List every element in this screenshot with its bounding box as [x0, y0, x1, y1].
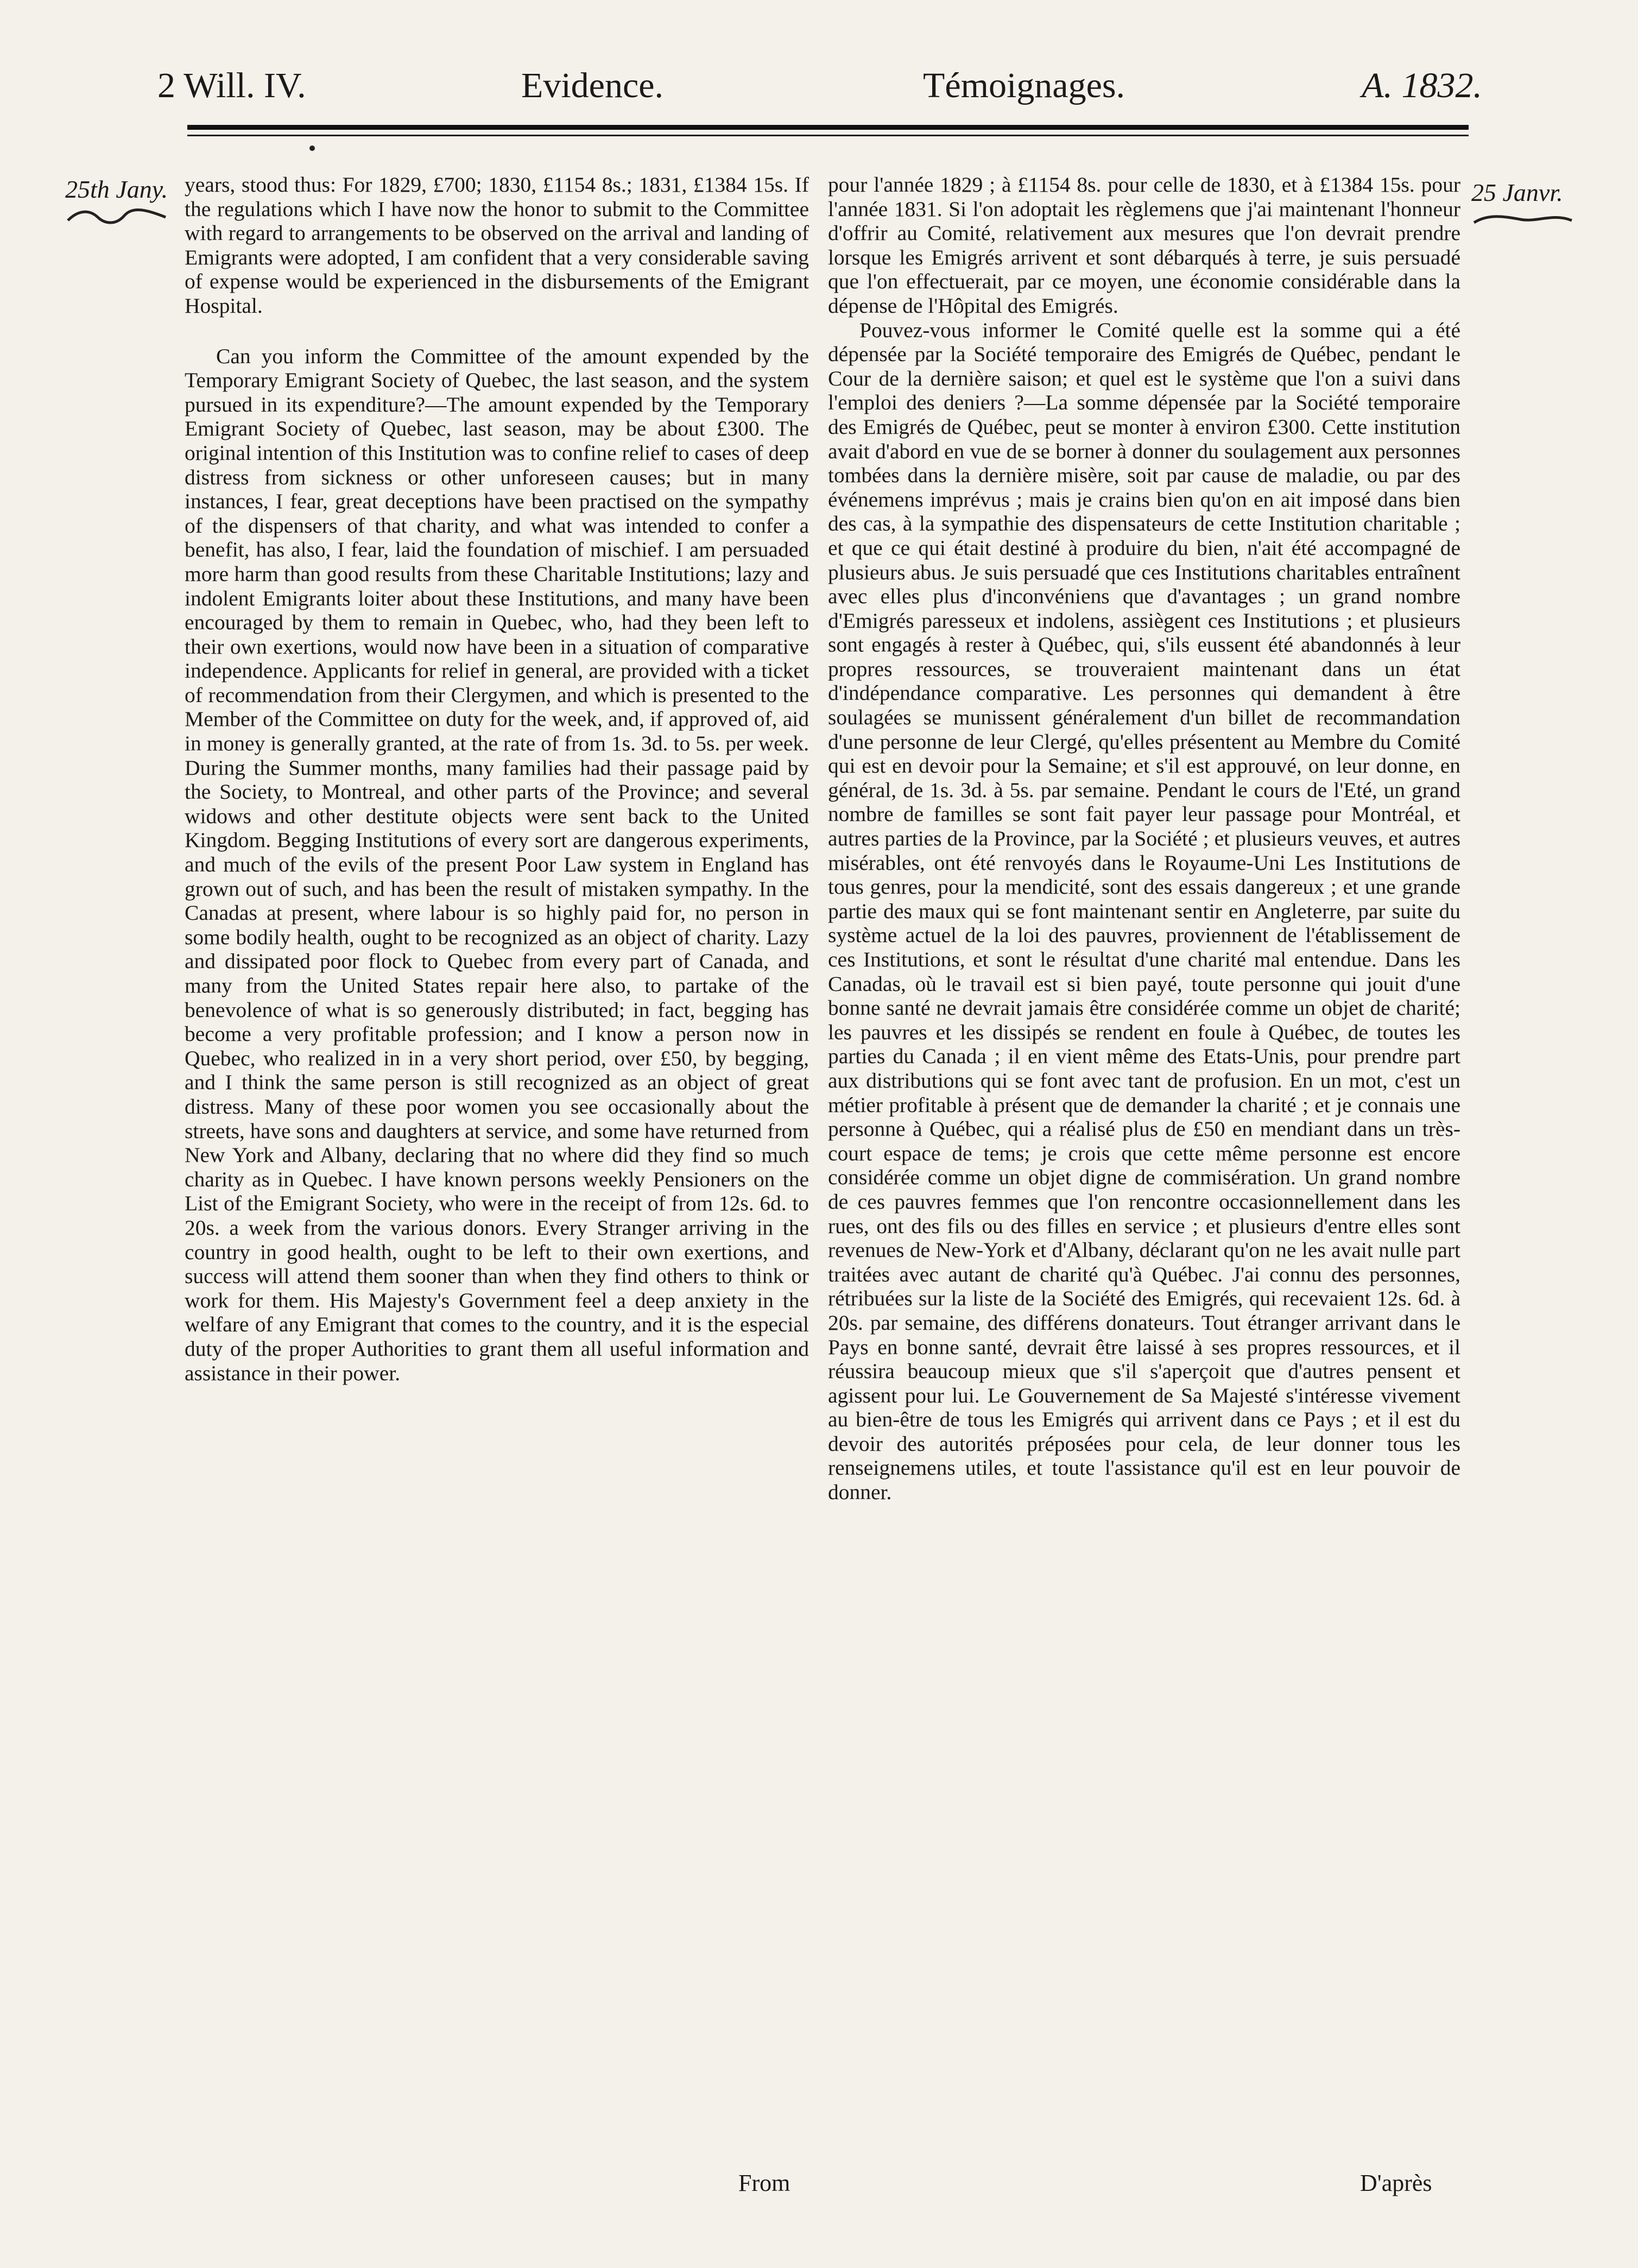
margin-date-english: 25th Jany.: [65, 175, 168, 203]
header-rule-thin: [187, 135, 1469, 136]
english-paragraph: years, stood thus: For 1829, £700; 1830, £1154 8s.; 1831, £1384 15s. If the regulations which I have now the honor to submit to the Committee with regard to arrangements to be observed on the arrival and landing of Emigrants were adopted, I am confident that a very considerable saving of expense would be experienced in the disbursements of the Emigrant Hospital.: [185, 173, 809, 318]
english-column: [185, 173, 809, 1385]
running-header: [157, 65, 1482, 117]
english-paragraph: Can you inform the Committee of the amount expended by the Temporary Emigrant Society of Quebec, the last season, and the system pursued in its expenditure?—The amount expended by the Temporary Emigrant Society of Quebec, last season, may be about £300. The original intention of this Institution was to confine relief to cases of deep distress from sickness or other unforeseen causes; but in many instances, I fear, great deceptions have been practised on the sympathy of the dispensers of that charity, and what was intended to confer a benefit, has also, I fear, laid the foundation of mischief. I am persuaded more harm than good results from these Charitable Institutions; lazy and indolent Emigrants loiter about these Institutions, and many have been encouraged by them to remain in Quebec, who, had they been left to their own exertions, would now have been in a situation of comparative independence. Applicants for relief in general, are provided with a ticket of recommendation from their Clergymen, and which is presented to the Member of the Committee on duty for the week, and, if approved of, aid in money is generally granted, at the rate of from 1s. 3d. to 5s. per week. During the Summer months, many families had their passage paid by the Society, to Montreal, and other parts of the Province; and several widows and other destitute objects were sent back to the United Kingdom. Begging Institutions of every sort are dangerous experiments, and much of the evils of the present Poor Law system in England has grown out of such, and has been the result of mistaken sympathy. In the Canadas at present, where labour is so highly paid for, no person in some bodily health, ought to be recognized as an object of charity. Lazy and dissipated poor flock to Quebec from every part of Canada, and many from the United States repair here also, to partake of the benevolence of what is so generously distributed; in fact, begging has become a very profitable profession; and I know a person now in Quebec, who realized in in a very short period, over £50, by begging, and I think the same person is still recognized as an object of great distress. Many of these poor women you see occasionally about the streets, have sons and daughters at service, and some have returned from New York and Albany, declaring that no where did they find so much charity as in Quebec. I have known persons weekly Pensioners on the List of the Emigrant Society, who were in the receipt of from 12s. 6d. to 20s. a week from the various donors. Every Stranger arriving in the country in good health, ought to be left to their own exertions, and success will attend them sooner than when they find others to think or work for them. His Majesty's Government feel a deep anxiety in the welfare of any Emigrant that comes to the country, and it is the especial duty of the proper Authorities to grant them all useful information and assistance in their power.: [185, 344, 809, 1385]
french-column: [828, 173, 1460, 1505]
french-paragraph: pour l'année 1829 ; à £1154 8s. pour celle de 1830, et à £1384 15s. pour l'année 1831. Si l'on adoptait les règlemens que j'ai maintenant l'honneur d'offrir au Comité, relativement aux mesures que l'on devrait prendre lorsque les Emigrés arrivent et sont débarqués à terre, je suis persuadé que l'on effectuerait, par ce moyen, une économie considérable dans la dépense de l'Hôpital des Emigrés.: [828, 173, 1460, 318]
french-paragraph: Pouvez-vous informer le Comité quelle est la somme qui a été dépensée par la Société temporaire des Emigrés de Québec, pendant le Cour de la dernière saison; et quel est le système que l'on a suivi dans l'emploi des deniers ?—La somme dépensée par la Société temporaire des Emigrés de Québec, peut se monter à environ £300. Cette institution avait d'abord en vue de se borner à donner du soulagement aux personnes tombées dans la dernière misère, soit par cause de maladie, ou par des événemens imprévus ; mais je crains bien qu'on en ait imposé dans bien des cas, à la sympathie des dispensateurs de cette Institution charitable ; et que ce qui était destiné à produire du bien, n'ait été accompagné de plusieurs abus. Je suis persuadé que ces Institutions charitables entraînent avec elles plus d'inconvéniens que d'avantages ; un grand nombre d'Emigrés paresseux et indolens, assiègent ces Institutions ; et plusieurs sont engagés à rester à Québec, qui, s'ils eussent été abandonnés à leur propres ressources, se trouveraient maintenant dans un état d'indépendance comparative. Les personnes qui demandent à être soulagées se munissent généralement d'un billet de recommandation d'une personne de leur Clergé, qu'elles présentent au Membre du Comité qui est en devoir pour la Semaine; et s'il est approuvé, on leur donne, en général, de 1s. 3d. à 5s. par semaine. Pendant le cours de l'Eté, un grand nombre de familles se sont fait payer leur passage pour Montréal, et autres parties de la Province, par la Société ; et plusieurs veuves, et autres misérables, ont été renvoyés dans le Royaume-Uni Les Institutions de tous genres, pour la mendicité, sont des essais dangereux ; et une grande partie des maux qui se font maintenant sentir en Angleterre, par suite du système actuel de la loi des pauvres, proviennent de l'établissement de ces Institutions, et sont le résultat d'une charité mal entendue. Dans les Canadas, où le travail est si bien payé, toute personne qui jouit d'une bonne santé ne devrait jamais être considérée comme un objet de charité; les pauvres et les dissipés se rendent en foule à Québec, de toutes les parties du Canada ; il en vient même des Etats-Unis, pour prendre part aux distributions qui se font avec tant de profusion. En un mot, c'est un métier profitable à présent que de demander la charité ; et je connais une personne à Québec, qui a réalisé plus de £50 en mendiant dans un très-court espace de tems; je crois que cette même personne est encore considérée comme un objet digne de commisération. Un grand nombre de ces pauvres femmes que l'on rencontre occasionnellement dans les rues, ont des fils ou des filles en service ; et plusieurs d'entre elles sont revenues de New-York et d'Albany, déclarant qu'on ne les avait nulle part traitées avec autant de charité qu'à Québec. J'ai connu des personnes, rétribuées sur la liste de la Société des Emigrés, qui recevaient 12s. 6d. à 20s. par semaine, des différens donateurs. Tout étranger arrivant dans le Pays en bonne santé, devrait être laissé à ses propres ressources, et il réussira beaucoup mieux que s'il s'aperçoit que d'autres pensent et agissent pour lui. Le Gouvernement de Sa Majesté s'intéresse vivement au bien-être de tous les Emigrés qui arrivent dans ce Pays ; et il est du devoir des autorités préposées pour cela, de leur donner tous les renseignemens utiles, et toute l'assistance qu'il est en leur pouvoir de donner.: [828, 318, 1460, 1505]
margin-flourish-left: [65, 205, 168, 227]
catchword-english: From: [738, 2170, 790, 2196]
header-temoignages: Témoignages.: [923, 66, 1125, 105]
catchword-french: D'après: [1360, 2170, 1432, 2196]
printer-dot: [309, 146, 315, 151]
header-regnal-year: 2 Will. IV.: [157, 66, 306, 105]
margin-flourish-right: [1471, 209, 1574, 230]
header-rule-thick: [187, 125, 1469, 130]
header-year: A. 1832.: [1362, 66, 1482, 105]
margin-date-french: 25 Janvr.: [1471, 179, 1563, 206]
header-evidence: Evidence.: [521, 66, 664, 105]
